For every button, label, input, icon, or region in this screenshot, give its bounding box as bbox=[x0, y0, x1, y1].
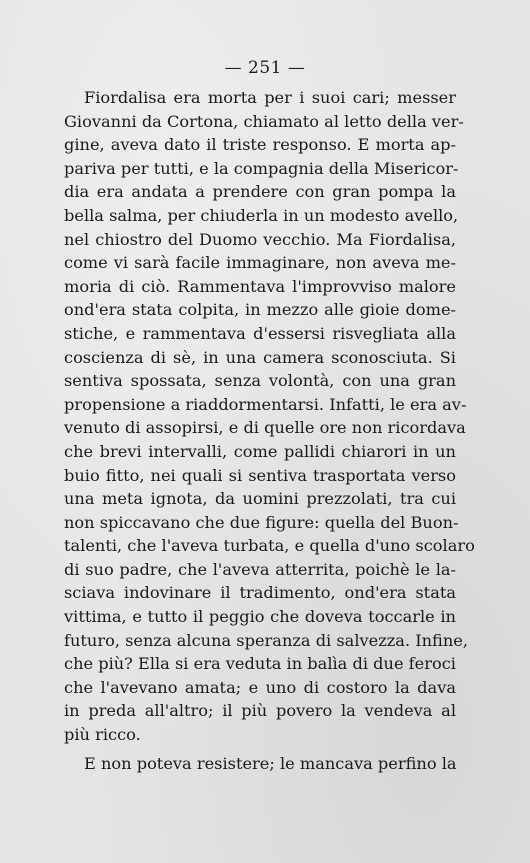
text-line: nel chiostro del Duomo vecchio. Ma Fiordalisa, bbox=[64, 229, 456, 249]
page-number: — 251 — bbox=[224, 58, 306, 78]
text-line: sciava indovinare il tradimento, ond'era stata bbox=[64, 583, 456, 603]
text-line: che brevi intervalli, come pallidi chiarori in un bbox=[64, 441, 456, 461]
text-line: Fiordalisa era morta per i suoi cari; messer bbox=[84, 88, 456, 107]
text-line: bella salma, per chiuderla in un modesto avello, bbox=[64, 205, 459, 225]
text-line: futuro, senza alcuna speranza di salvezza. Infine, bbox=[64, 630, 468, 650]
text-line: che più? Ella si era veduta in balìa di due feroci bbox=[64, 654, 456, 674]
text-line: non spiccavano che due figure: quella del Buon- bbox=[64, 512, 459, 532]
text-line: stiche, e rammentava d'essersi risvegliata alla bbox=[64, 323, 456, 343]
text-line: talenti, che l'aveva turbata, e quella d'uno scolaro bbox=[64, 536, 475, 556]
text-line: più ricco. bbox=[64, 725, 141, 745]
text-line: in preda all'altro; il più povero la vendeva al bbox=[64, 701, 456, 721]
text-line: venuto di assopirsi, e di quelle ore non ricordava bbox=[64, 418, 466, 438]
text-line: gine, aveva dato il triste responso. E morta ap- bbox=[64, 135, 456, 155]
text-line: come vi sarà facile immaginare, non aveva me- bbox=[64, 253, 456, 273]
text-line: coscienza di sè, in una camera sconosciuta. Si bbox=[64, 347, 456, 367]
text-line: ond'era stata colpita, in mezzo alle gioie dome- bbox=[64, 300, 456, 320]
text-line: moria di ciò. Rammentava l'improvviso malore bbox=[64, 276, 456, 296]
text-line: che l'avevano amata; e uno di costoro la dava bbox=[64, 677, 456, 697]
text-line: di suo padre, che l'aveva atterrita, poichè le la- bbox=[64, 559, 456, 579]
text-line: buio fitto, nei quali si sentiva trasportata verso bbox=[64, 465, 456, 485]
text-line: dia era andata a prendere con gran pompa la bbox=[64, 182, 456, 202]
text-line: Giovanni da Cortona, chiamato al letto della ver- bbox=[64, 111, 464, 131]
text-line: E non poteva resistere; le mancava perfino la bbox=[84, 753, 457, 773]
text-line: sentiva spossata, senza volontà, con una gran bbox=[64, 371, 456, 391]
body-text bbox=[64, 86, 475, 775]
text-line: vittima, e tutto il peggio che doveva toccarle in bbox=[64, 607, 456, 627]
text-line: pariva per tutti, e la compagnia della Misericor- bbox=[64, 158, 459, 178]
text-line: propensione a riaddormentarsi. Infatti, le era av- bbox=[64, 394, 467, 414]
text-line: una meta ignota, da uomini prezzolati, tra cui bbox=[64, 489, 456, 509]
